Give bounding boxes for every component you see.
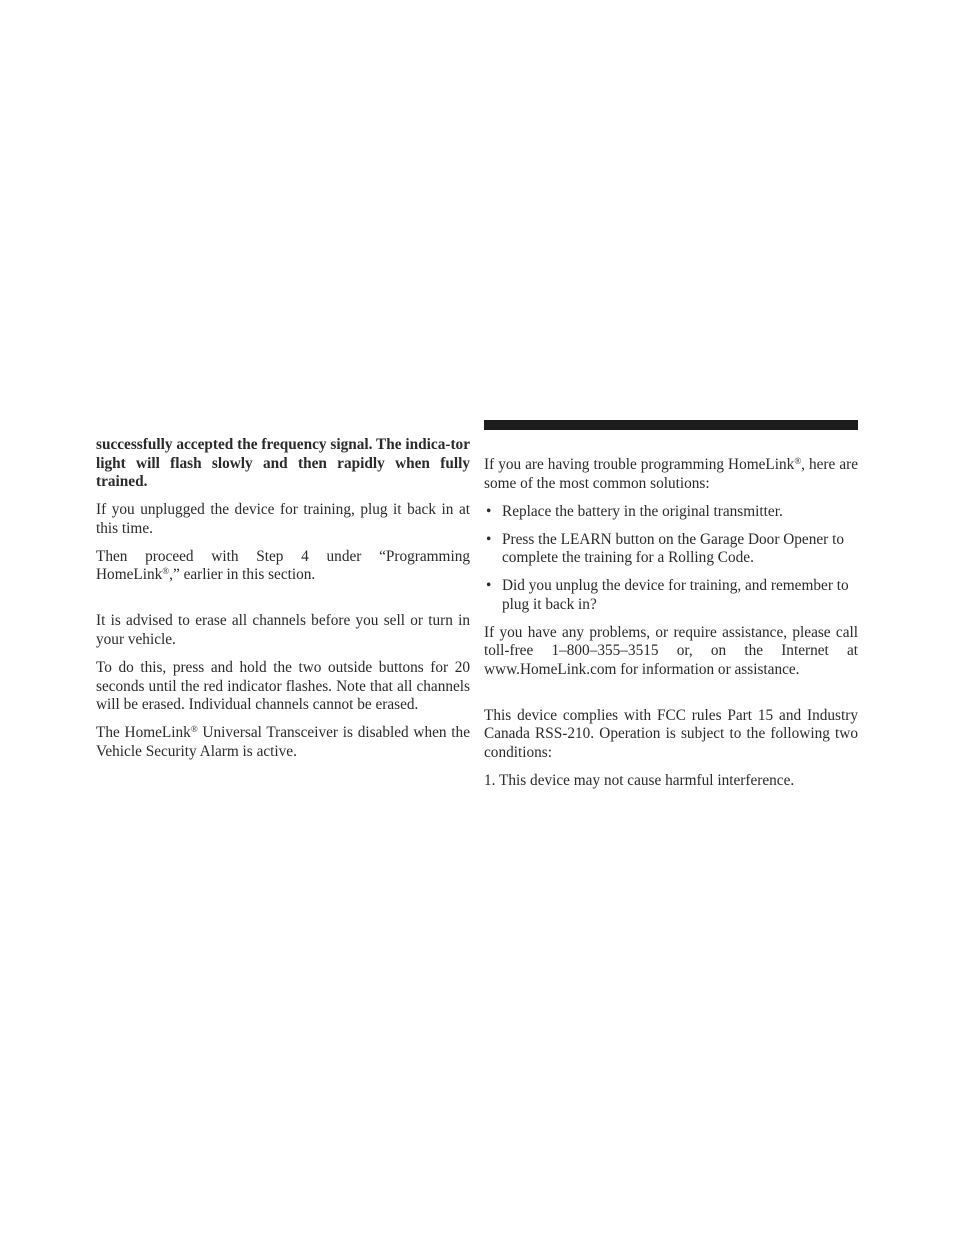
alarm-disable-note: The HomeLink® Universal Transceiver is disabled when the Vehicle Security Alarm is active. — [96, 724, 470, 760]
list-item: • Replace the battery in the original transmitter. — [486, 502, 783, 520]
list-item: • Press the LEARN button on the Garage Door Opener to complete the training for a Rolling Code. — [486, 530, 844, 567]
registered-mark: ® — [190, 724, 198, 735]
registered-mark: ® — [794, 456, 802, 466]
assistance-contact: If you have any problems, or require assistance, please call toll-free 1–800–355–3515 or, on the Internet at www.HomeLink.com for information or assistance. — [484, 623, 858, 678]
bullet-icon: • — [486, 530, 492, 548]
section-header-bar — [484, 420, 858, 430]
solutions-list — [484, 503, 858, 615]
section-gap — [484, 689, 858, 707]
erase-advice: It is advised to erase all channels before you sell or turn in your vehicle. — [96, 612, 470, 648]
training-complete-note: successfully accepted the frequency signal. The indica-tor light will flash slowly and then rapidly when fully trained. — [96, 436, 470, 491]
replug-instruction: If you unplugged the device for training, plug it back in at this time. — [96, 501, 470, 537]
registered-mark: ® — [162, 566, 170, 577]
bullet-icon: • — [486, 502, 492, 520]
troubleshooting-intro: If you are having trouble programming HomeLink®, here are some of the most common solutions: — [484, 456, 858, 492]
section-gap — [96, 594, 470, 612]
right-column — [484, 456, 858, 800]
list-item: • Did you unplug the device for training, and remember to plug it back in? — [486, 577, 849, 613]
fcc-compliance: This device complies with FCC rules Part 15 and Industry Canada RSS-210. Operation is subject to the following two conditions: — [484, 706, 858, 762]
left-column — [96, 436, 470, 771]
bullet-icon: • — [486, 577, 492, 595]
erase-procedure: To do this, press and hold the two outside buttons for 20 seconds until the red indicator flashes. Note that all channels will be erased. Individual channels cannot be erased. — [96, 658, 470, 714]
condition-one: 1. This device may not cause harmful interference. — [484, 772, 795, 790]
proceed-step-instruction: Then proceed with Step 4 under “Programming HomeLink®,” earlier in this section. — [96, 547, 470, 584]
